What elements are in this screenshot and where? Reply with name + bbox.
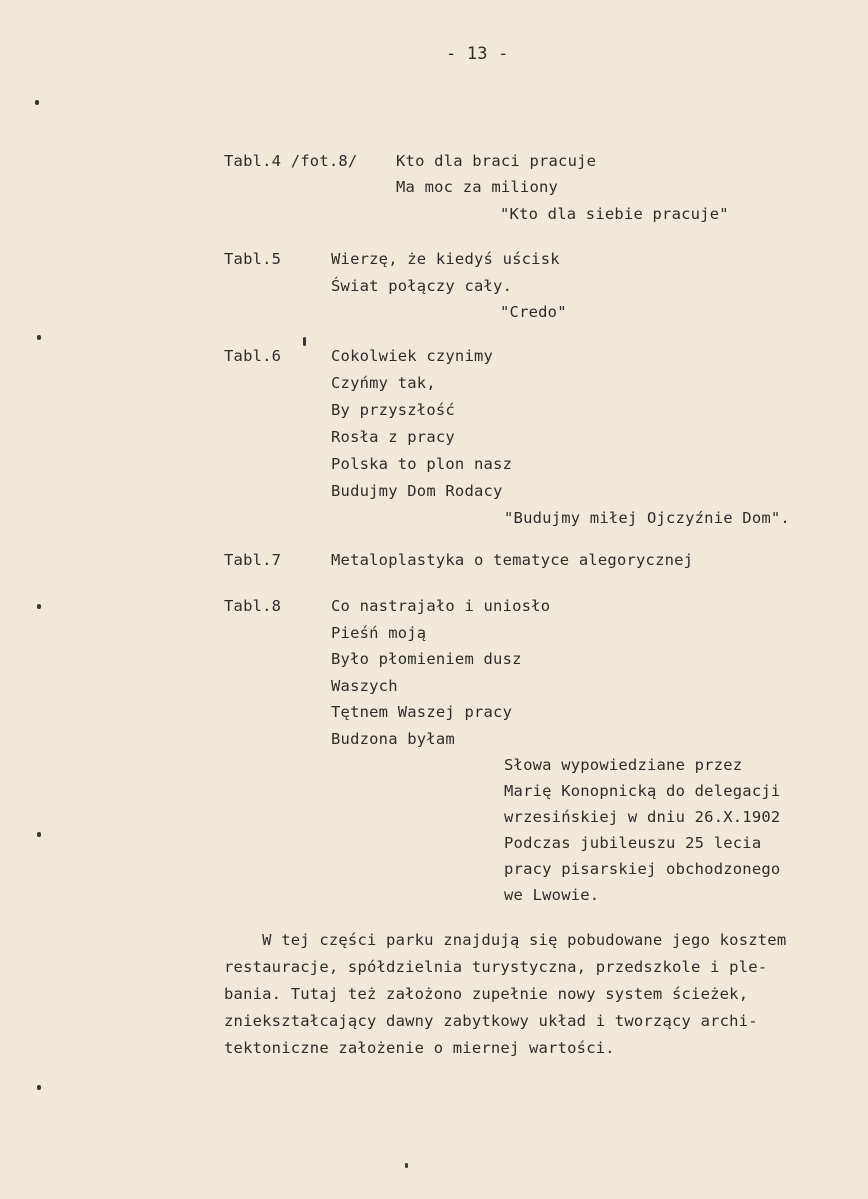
- table-8-attribution-line: Podczas jubileuszu 25 lecia: [504, 834, 762, 852]
- table-8-attribution-line: pracy pisarskiej obchodzonego: [504, 860, 781, 878]
- table-4-quote: "Kto dla siebie pracuje": [500, 205, 729, 223]
- scan-speck: [37, 335, 41, 340]
- table-6-line: Budujmy Dom Rodacy: [331, 482, 503, 500]
- scan-speck: [37, 604, 41, 609]
- table-8-attribution-line: Słowa wypowiedziane przez: [504, 756, 743, 774]
- paragraph-line: zniekształcający dawny zabytkowy układ i tworzący archi-: [224, 1012, 758, 1030]
- table-5-quote: "Credo": [500, 303, 567, 321]
- table-8-attribution-line: wrzesińskiej w dniu 26.X.1902: [504, 808, 781, 826]
- table-8-line: Co nastrajało i uniosło: [331, 597, 551, 615]
- table-6-line: Rosła z pracy: [331, 428, 455, 446]
- table-4-line: Kto dla braci pracuje: [396, 152, 597, 170]
- scan-speck: [303, 337, 306, 346]
- page-number: - 13 -: [446, 44, 509, 64]
- paragraph-line: W tej części parku znajdują się pobudowane jego kosztem: [224, 931, 787, 949]
- table-5-line: Świat połączy cały.: [331, 277, 513, 295]
- table-8-line: Budzona byłam: [331, 730, 455, 748]
- table-8-attribution-line: Marię Konopnicką do delegacji: [504, 782, 781, 800]
- table-7-line: Metaloplastyka o tematyce alegorycznej: [331, 551, 694, 569]
- table-6-quote: "Budujmy miłej Ojczyźnie Dom".: [504, 509, 790, 527]
- table-6-label: Tabl.6: [224, 347, 282, 365]
- table-6-line: Polska to plon nasz: [331, 455, 513, 473]
- table-8-line: Było płomieniem dusz: [331, 650, 522, 668]
- table-6-line: Cokolwiek czynimy: [331, 347, 494, 365]
- table-5-line: Wierzę, że kiedyś uścisk: [331, 250, 560, 268]
- table-8-label: Tabl.8: [224, 597, 282, 615]
- table-6-line: Czyńmy tak,: [331, 374, 436, 392]
- table-4-label: Tabl.4 /fot.8/: [224, 152, 358, 170]
- table-8-line: Tętnem Waszej pracy: [331, 703, 513, 721]
- paragraph-line: tektoniczne założenie o miernej wartości.: [224, 1039, 615, 1057]
- table-8-attribution-line: we Lwowie.: [504, 886, 600, 904]
- table-5-label: Tabl.5: [224, 250, 282, 268]
- table-7-label: Tabl.7: [224, 551, 282, 569]
- scan-speck: [37, 1085, 41, 1090]
- table-8-line: Pieśń moją: [331, 624, 427, 642]
- paragraph-line: restauracje, spółdzielnia turystyczna, przedszkole i ple-: [224, 958, 768, 976]
- scan-speck: [405, 1163, 408, 1168]
- scan-speck: [37, 832, 41, 837]
- scan-speck: [35, 100, 39, 105]
- table-8-line: Waszych: [331, 677, 398, 695]
- table-4-line: Ma moc za miliony: [396, 178, 559, 196]
- paragraph-line: bania. Tutaj też założono zupełnie nowy system ścieżek,: [224, 985, 749, 1003]
- table-6-line: By przyszłość: [331, 401, 455, 419]
